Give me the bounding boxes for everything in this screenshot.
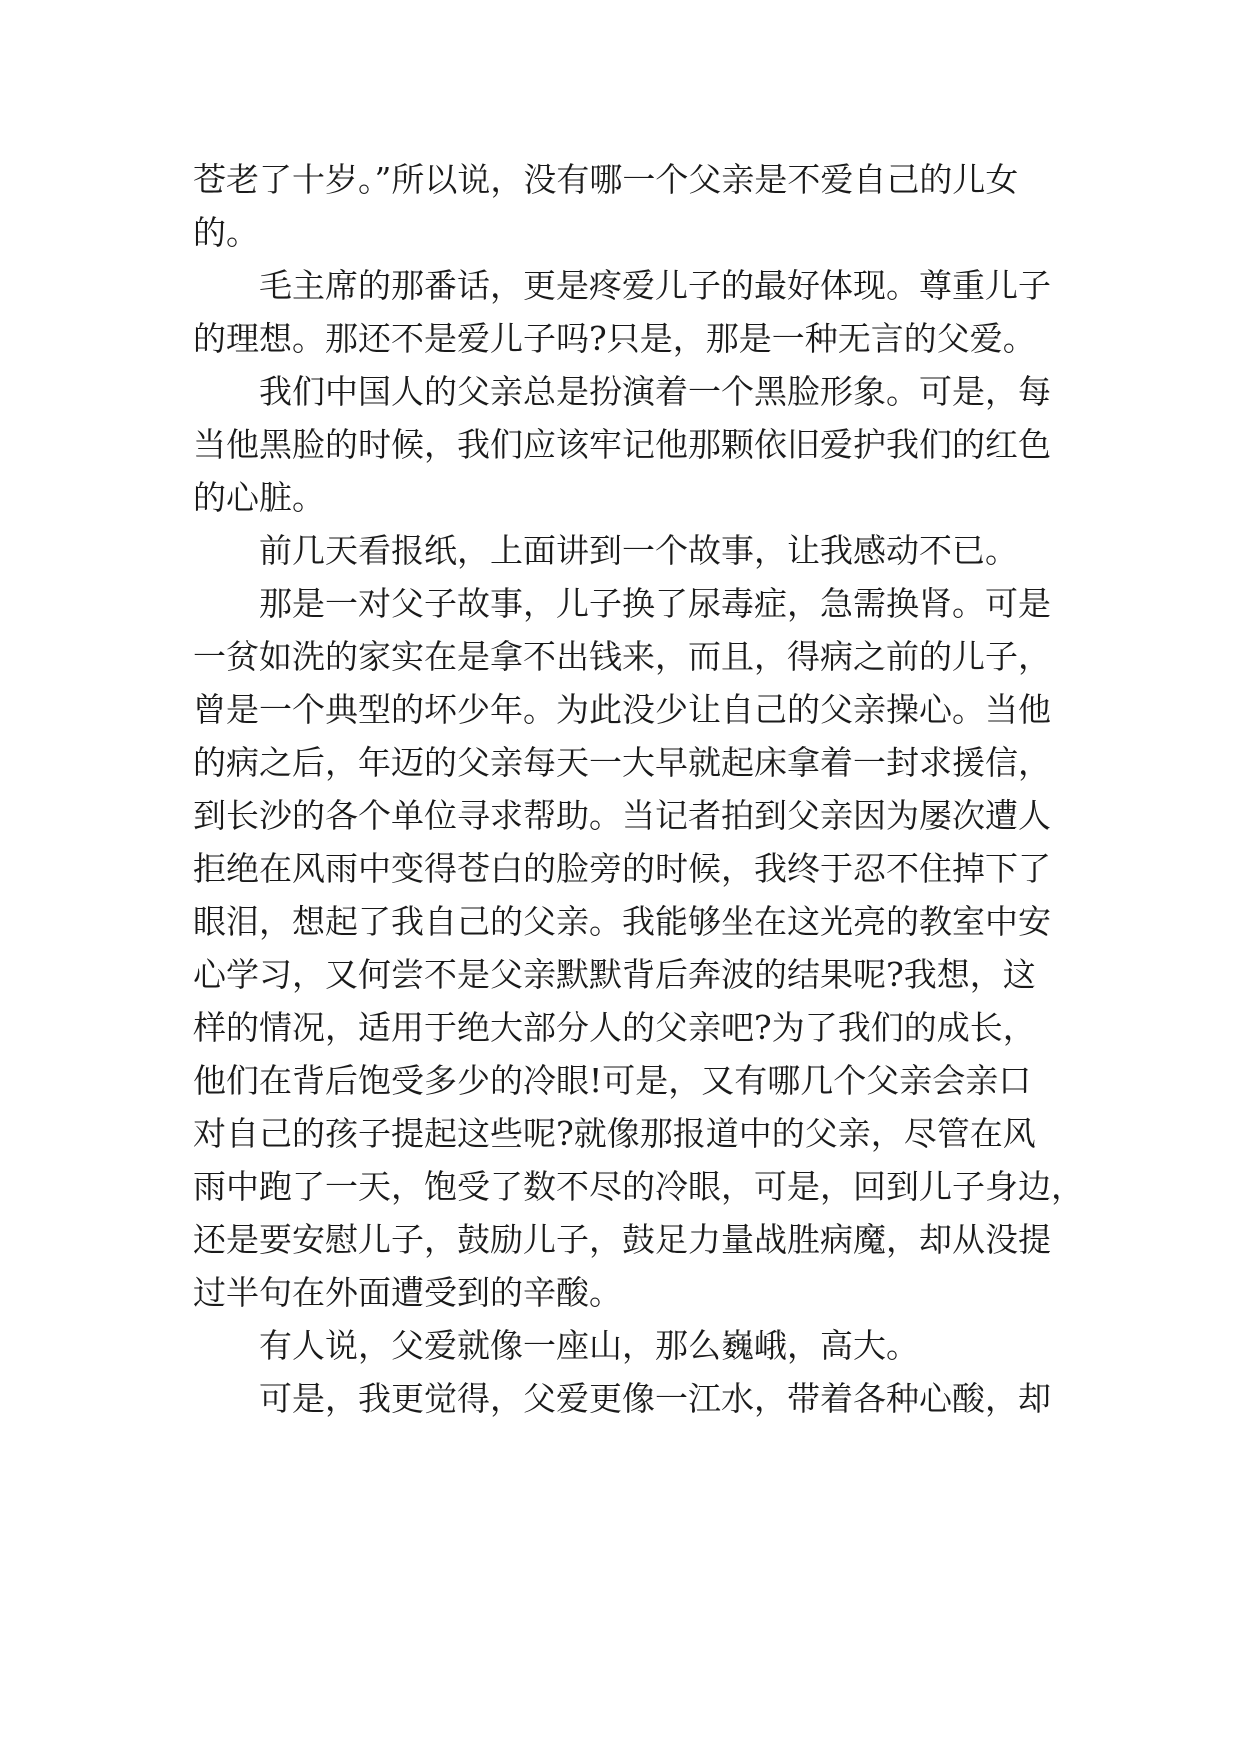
paragraph-first-line: 可是，我更觉得，父爱更像一江水，带着各种心酸，却 [259,1379,1051,1418]
text-line: 当他黑脸的时候，我们应该牢记他那颗依旧爱护我们的红色 [193,425,1051,464]
paragraph-first-line: 有人说，父爱就像一座山，那么巍峨，高大。 [259,1326,919,1365]
text-line: 还是要安慰儿子，鼓励儿子，鼓足力量战胜病魔，却从没提 [193,1220,1051,1259]
text-line: 一贫如洗的家实在是拿不出钱来，而且，得病之前的儿子， [193,637,1051,676]
text-line: 到长沙的各个单位寻求帮助。当记者拍到父亲因为屡次遭人 [193,796,1051,835]
text-line: 眼泪，想起了我自己的父亲。我能够坐在这光亮的教室中安 [193,902,1051,941]
text-line: 苍老了十岁。”所以说，没有哪一个父亲是不爱自己的儿女 [193,160,1019,199]
text-line: 曾是一个典型的坏少年。为此没少让自己的父亲操心。当他 [193,690,1051,729]
text-line: 过半句在外面遭受到的辛酸。 [193,1273,622,1312]
paragraph-first-line: 那是一对父子故事，儿子换了尿毒症，急需换肾。可是 [259,584,1051,623]
text-line: 的。 [193,213,259,252]
text-line: 他们在背后饱受多少的冷眼!可是，又有哪几个父亲会亲口 [193,1061,1032,1100]
text-line: 的病之后，年迈的父亲每天一大早就起床拿着一封求援信， [193,743,1051,782]
text-line: 心学习，又何尝不是父亲默默背后奔波的结果呢?我想，这 [193,955,1036,994]
text-line: 拒绝在风雨中变得苍白的脸旁的时候，我终于忍不住掉下了 [193,849,1051,888]
paragraph-first-line: 前几天看报纸，上面讲到一个故事，让我感动不已。 [259,531,1018,570]
text-line: 对自己的孩子提起这些呢?就像那报道中的父亲，尽管在风 [193,1114,1036,1153]
text-line: 雨中跑了一天，饱受了数不尽的冷眼，可是，回到儿子身边， [193,1167,1084,1206]
paragraph-first-line: 我们中国人的父亲总是扮演着一个黑脸形象。可是，每 [259,372,1051,411]
paragraph-first-line: 毛主席的那番话，更是疼爱儿子的最好体现。尊重儿子 [259,266,1051,305]
text-line: 样的情况，适用于绝大部分人的父亲吧?为了我们的成长， [193,1008,1036,1047]
text-line: 的心脏。 [193,478,325,517]
text-line: 的理想。那还不是爱儿子吗?只是，那是一种无言的父爱。 [193,319,1036,358]
